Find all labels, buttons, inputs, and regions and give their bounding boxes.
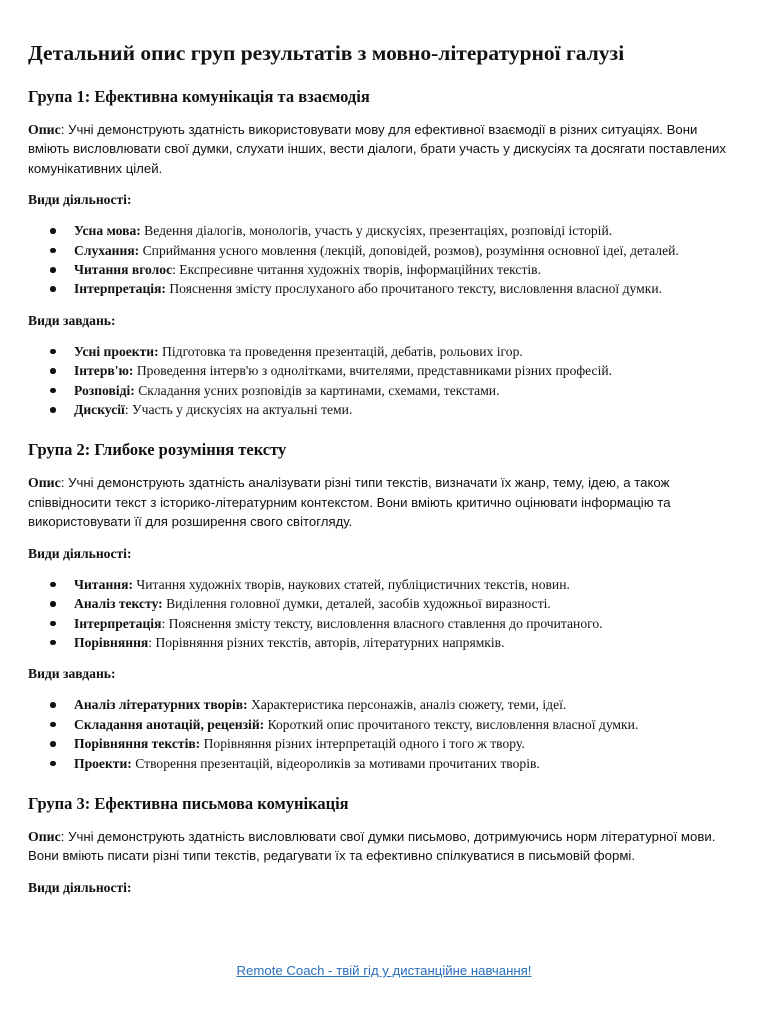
- tasks-label: Види завдань:: [28, 666, 116, 682]
- activities-label: Види діяльності:: [28, 879, 132, 895]
- item-term: Читання вголос: [74, 262, 173, 278]
- item-term: Розповіді:: [74, 382, 135, 398]
- item-text: Ведення діалогів, монологів, участь у дискусіях, презентаціях, розповіді історій.: [140, 223, 613, 239]
- description-label: Опис: [28, 828, 61, 844]
- item-text: Виділення головної думки, деталей, засобів художньої виразності.: [162, 596, 551, 612]
- item-text: : Експресивне читання художніх творів, інформаційних текстів.: [172, 262, 541, 278]
- item-text: Підготовка та проведення презентацій, дебатів, рольових ігор.: [158, 343, 523, 359]
- item-term: Порівняння: [74, 634, 149, 650]
- description-label: Опис: [28, 122, 61, 137]
- item-text: Створення презентацій, відеороликів за мотивами прочитаних творів.: [131, 755, 540, 771]
- group-description: [28, 827, 742, 866]
- group-heading: Група 1: Ефективна комунікація та взаємодія: [28, 87, 370, 106]
- list-item: [74, 260, 742, 279]
- item-text: Характеристика персонажів, аналіз сюжету, теми, ідеї.: [247, 697, 567, 713]
- list-item: [74, 342, 742, 361]
- item-text: Складання усних розповідів за картинами, схемами, текстами.: [134, 382, 500, 398]
- item-text: Проведення інтерв'ю з однолітками, вчителями, представниками різних професій.: [133, 363, 613, 379]
- group-description: [28, 473, 742, 531]
- group-heading: Група 2: Глибоке розуміння тексту: [28, 440, 287, 460]
- item-term: Інтерпретація: [74, 615, 162, 631]
- item-text: Сприймання усного мовлення (лекцій, доповідей, розмов), розуміння основної ідеї, деталей.: [139, 242, 679, 258]
- list-item: [74, 734, 742, 753]
- tasks-list: [28, 695, 742, 773]
- item-term: Аналіз літературних творів:: [74, 697, 248, 713]
- item-term: Усна мова:: [74, 223, 141, 239]
- document-body: [28, 86, 742, 917]
- group-2: [28, 439, 742, 772]
- item-text: Пояснення змісту прослуханого або прочитаного тексту, висловлення власної думки.: [165, 281, 663, 297]
- list-item: [74, 381, 742, 400]
- description-text: : Учні демонструють здатність висловлювати свої думки письмово, дотримуючись норм літературної мови. Вони вміють писати різні типи текстів, редагувати їх та ефективно спілкуватися в письмовій формі.: [28, 828, 716, 864]
- item-text: : Порівняння різних текстів, авторів, літературних напрямків.: [148, 634, 505, 650]
- list-item: [74, 594, 742, 613]
- page-footer: [0, 963, 768, 978]
- list-item: [74, 279, 742, 298]
- page-title: Детальний опис груп результатів з мовно-літературної галузі: [28, 41, 625, 65]
- group-1: [28, 86, 742, 419]
- activities-list: [28, 221, 742, 299]
- item-term: Дискусії: [74, 402, 125, 418]
- list-item: [74, 695, 742, 714]
- tasks-list: [28, 342, 742, 420]
- item-text: Порівняння різних інтерпретацій одного і того ж твору.: [200, 736, 525, 752]
- item-text: Читання художніх творів, наукових статей, публіцистичних текстів, новин.: [133, 576, 570, 592]
- list-item: [74, 221, 742, 240]
- item-term: Читання:: [74, 576, 133, 592]
- item-term: Слухання:: [74, 242, 140, 258]
- list-item: [74, 575, 742, 594]
- group-description: [28, 120, 742, 178]
- description-text: : Учні демонструють здатність аналізувати різні типи текстів, визначати їх жанр, тему, ідею, а також співвідносити текст з історико-літературним контекстом. Вони вміють критично оцінювати інформацію та використовувати її для розширення свого світогляду.: [28, 475, 671, 530]
- item-term: Складання анотацій, рецензій:: [74, 716, 265, 732]
- list-item: [74, 400, 742, 419]
- item-term: Усні проекти:: [74, 343, 159, 359]
- description-text: : Учні демонструють здатність використовувати мову для ефективної взаємодії в різних ситуаціях. Вони вміють висловлювати свої думки, слухати інших, вести діалоги, брати участь у дискусіях та досягати поставлених комунікативних цілей.: [28, 122, 726, 176]
- activities-label: Види діяльності:: [28, 192, 132, 208]
- list-item: [74, 614, 742, 633]
- list-item: [74, 715, 742, 734]
- item-term: Порівняння текстів:: [74, 736, 201, 752]
- list-item: [74, 754, 742, 773]
- item-text: : Пояснення змісту тексту, висловлення власного ставлення до прочитаного.: [161, 615, 603, 631]
- item-text: : Участь у дискусіях на актуальні теми.: [124, 402, 353, 418]
- remote-coach-link[interactable]: Remote Coach - твій гід у дистанційне навчання!: [236, 963, 532, 978]
- list-item: [74, 361, 742, 380]
- item-term: Аналіз тексту:: [74, 596, 163, 612]
- tasks-label: Види завдань:: [28, 312, 116, 328]
- group-heading: Група 3: Ефективна письмова комунікація: [28, 793, 349, 813]
- activities-list: [28, 575, 742, 653]
- item-term: Інтерв'ю:: [74, 363, 134, 379]
- item-text: Короткий опис прочитаного тексту, висловлення власної думки.: [264, 716, 639, 732]
- list-item: [74, 241, 742, 260]
- item-term: Проекти:: [74, 755, 132, 771]
- group-3: [28, 793, 742, 897]
- item-term: Інтерпретація:: [74, 281, 166, 297]
- description-label: Опис: [28, 475, 61, 491]
- list-item: [74, 633, 742, 652]
- activities-label: Види діяльності:: [28, 545, 132, 561]
